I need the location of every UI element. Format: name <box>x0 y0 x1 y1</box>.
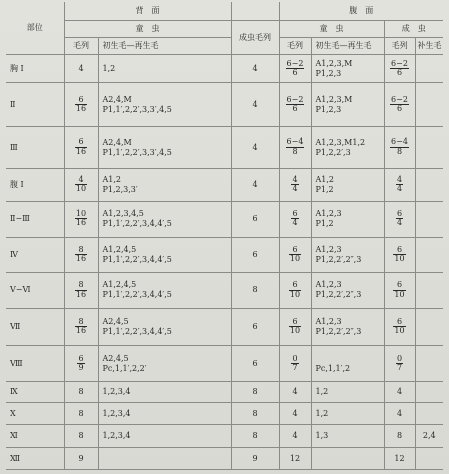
header-blank <box>231 2 279 21</box>
header-row-mid <box>6 21 443 38</box>
ventral-rows-cell <box>279 168 311 201</box>
setae-line: 1,3 <box>315 431 329 441</box>
header-dorsal: 背 面 <box>64 2 231 21</box>
ventral-rows-numerator: 6−4 <box>286 137 304 147</box>
setae-line: A1,2,3 <box>315 209 342 219</box>
adult-rows-cell: 4 <box>231 55 279 83</box>
setae-line: A1,2,3 <box>315 280 342 290</box>
header-dorsal-setae: 初生毛—再生毛 <box>98 38 231 55</box>
dorsal-setae-cell <box>98 382 231 403</box>
ventral-rows-cell <box>279 83 311 127</box>
segment-cell: Ⅸ <box>6 382 64 403</box>
setae-line: P1,2,2′,2″,3 <box>315 290 362 300</box>
ventral-rows-cell: 4 <box>279 403 311 425</box>
supplementary-cell <box>415 382 443 403</box>
ventral-rows-fraction <box>286 96 305 114</box>
adult-ventral-rows-cell: 12 <box>384 448 415 470</box>
dorsal-rows-denominator: 16 <box>75 254 87 264</box>
setae-line: P1,2,2′,3 <box>315 147 351 157</box>
ventral-rows-numerator: 6−2 <box>286 94 304 104</box>
dorsal-setae-cell <box>98 55 231 83</box>
ventral-rows-fraction <box>289 318 301 336</box>
ventral-setae-cell <box>311 382 384 403</box>
dorsal-rows-numerator: 4 <box>75 176 87 185</box>
segment-cell: Ⅱ <box>6 83 64 127</box>
ventral-rows-cell: 4 <box>279 382 311 403</box>
ventral-rows-numerator: 6 <box>289 281 301 290</box>
adult-ventral-rows-denominator: 6 <box>396 104 403 114</box>
setae-line <box>103 454 229 464</box>
setae-line: A1,2,3,M <box>315 58 353 68</box>
dorsal-rows-fraction <box>75 246 87 264</box>
setae-line: P1,2,3 <box>315 68 342 78</box>
dorsal-rows-numerator: 6 <box>75 96 87 105</box>
ventral-setae-cell <box>311 201 384 237</box>
adult-ventral-rows-fraction <box>393 246 405 264</box>
ventral-rows-numerator: 6 <box>292 209 298 219</box>
adult-ventral-rows-denominator: 10 <box>394 326 405 336</box>
setae-line: A1,2,3,M <box>315 94 353 104</box>
header-ventral-setae: 初生毛—再生毛 <box>311 38 384 55</box>
adult-ventral-rows-numerator: 6 <box>393 281 405 290</box>
table-row <box>6 55 443 83</box>
ventral-setae-cell <box>311 448 384 470</box>
dorsal-setae-cell <box>98 425 231 448</box>
adult-ventral-rows-denominator: 6 <box>396 67 403 77</box>
adult-ventral-rows-denominator: 4 <box>396 218 403 228</box>
supplementary-cell <box>415 201 443 237</box>
adult-ventral-rows-numerator: 0 <box>396 353 403 363</box>
adult-ventral-rows-fraction <box>396 210 403 228</box>
segment-cell: Ⅹ <box>6 403 64 425</box>
adult-ventral-rows-cell <box>384 168 415 201</box>
header-ventral: 腹 面 <box>279 2 443 21</box>
ventral-setae-cell <box>311 403 384 425</box>
setae-line: A1,2,3,4,5 <box>102 209 144 219</box>
header-larva-dorsal: 童 虫 <box>64 21 231 38</box>
setae-line: 1,2,3,4 <box>102 387 131 397</box>
adult-rows-cell: 4 <box>231 83 279 127</box>
setae-line <box>316 454 382 464</box>
supplementary-cell <box>415 83 443 127</box>
setae-line: A2,4,M <box>102 94 132 104</box>
dorsal-rows-cell <box>64 168 98 201</box>
dorsal-rows-numerator: 8 <box>75 281 87 290</box>
adult-ventral-rows-cell: 4 <box>384 382 415 403</box>
ventral-rows-denominator: 10 <box>289 289 301 299</box>
header-adult-v-rows: 毛列 <box>384 38 415 55</box>
ventral-setae-cell <box>311 168 384 201</box>
header-row-top <box>6 2 443 21</box>
dorsal-setae-cell <box>98 237 231 272</box>
ventral-rows-cell <box>279 55 311 83</box>
dorsal-rows-numerator: 8 <box>75 246 87 255</box>
setae-line: P1,2,3,3′ <box>102 184 138 194</box>
dorsal-rows-cell <box>64 83 98 127</box>
supplementary-cell <box>415 272 443 308</box>
segment-cell: Ⅻ <box>6 448 64 470</box>
ventral-rows-cell <box>279 201 311 237</box>
adult-ventral-rows-cell <box>384 127 415 169</box>
ventral-rows-fraction <box>289 281 301 299</box>
adult-rows-cell: 4 <box>231 168 279 201</box>
ventral-rows-fraction <box>291 176 298 194</box>
chaetotaxy-table <box>6 2 443 470</box>
dorsal-setae-cell <box>98 448 231 470</box>
adult-ventral-rows-denominator: 8 <box>396 146 403 156</box>
adult-ventral-rows-numerator: 6 <box>396 209 403 219</box>
supplementary-cell: 2,4 <box>415 425 443 448</box>
ventral-rows-cell <box>279 127 311 169</box>
setae-line: Pc,1,1′,2,2′ <box>102 363 147 373</box>
adult-ventral-rows-cell <box>384 201 415 237</box>
setae-line: A2,4,5 <box>102 317 129 327</box>
ventral-setae-cell <box>311 272 384 308</box>
ventral-setae-cell <box>311 425 384 448</box>
adult-rows-cell: 9 <box>231 448 279 470</box>
dorsal-setae-cell <box>98 272 231 308</box>
dorsal-rows-cell <box>64 272 98 308</box>
adult-ventral-rows-cell <box>384 237 415 272</box>
setae-line: A1,2 <box>315 174 334 184</box>
table-row <box>6 403 443 425</box>
setae-line: P1,2,3 <box>315 104 342 114</box>
setae-line: P1,2 <box>315 184 334 194</box>
setae-line: P1,2 <box>315 219 334 229</box>
supplementary-cell <box>415 237 443 272</box>
segment-cell: Ⅴ−Ⅵ <box>6 272 64 308</box>
adult-rows-cell: 8 <box>231 272 279 308</box>
ventral-setae-cell <box>311 309 384 346</box>
ventral-rows-cell <box>279 309 311 346</box>
ventral-setae-cell <box>311 346 384 382</box>
supplementary-cell <box>415 55 443 83</box>
setae-line: P1,1′,2,2′,3,4,4′,5 <box>102 254 172 264</box>
dorsal-rows-denominator: 16 <box>75 326 87 336</box>
header-adult-rows: 成虫毛列 <box>231 21 279 55</box>
table-row <box>6 346 443 382</box>
supplementary-cell <box>415 127 443 169</box>
segment-cell: Ⅺ <box>6 425 64 448</box>
ventral-rows-numerator: 6 <box>289 246 301 255</box>
ventral-rows-cell <box>279 272 311 308</box>
dorsal-rows-cell: 9 <box>64 448 98 470</box>
adult-ventral-rows-fraction <box>390 96 409 114</box>
table-row <box>6 272 443 308</box>
adult-rows-cell: 8 <box>231 425 279 448</box>
setae-line: P1,1′,2,2′,3,4,4′,5 <box>102 219 172 229</box>
adult-ventral-rows-cell <box>384 83 415 127</box>
segment-cell: Ⅲ <box>6 127 64 169</box>
table-row <box>6 309 443 346</box>
dorsal-rows-cell <box>64 346 98 382</box>
ventral-setae-cell <box>311 237 384 272</box>
ventral-rows-fraction <box>289 246 301 264</box>
ventral-rows-numerator: 4 <box>292 174 298 184</box>
setae-line: P1,1′,2,2′,3,4,4′,5 <box>102 290 172 300</box>
dorsal-rows-numerator: 6 <box>75 138 87 147</box>
adult-ventral-rows-cell <box>384 55 415 83</box>
adult-ventral-rows-numerator: 6 <box>393 246 405 255</box>
adult-ventral-rows-numerator: 6−4 <box>391 137 408 147</box>
setae-line: 1,2,3,4 <box>102 431 131 441</box>
adult-ventral-rows-cell <box>384 309 415 346</box>
table-row <box>6 83 443 127</box>
header-row-sub <box>6 38 443 55</box>
adult-ventral-rows-numerator: 6 <box>393 318 405 327</box>
setae-line: 1,2,3,4 <box>102 408 131 418</box>
ventral-setae-cell <box>311 127 384 169</box>
setae-line: P1,1′,2,2′,3,3′,4,5 <box>102 104 172 114</box>
dorsal-rows-denominator: 10 <box>75 183 87 193</box>
adult-ventral-rows-numerator: 6−2 <box>391 94 408 104</box>
ventral-rows-fraction <box>291 210 298 228</box>
setae-line: 1,2 <box>102 63 116 73</box>
ventral-rows-fraction <box>286 60 305 78</box>
ventral-rows-fraction <box>291 355 298 373</box>
ventral-rows-denominator: 10 <box>289 254 301 264</box>
dorsal-setae-cell <box>98 309 231 346</box>
dorsal-setae-cell <box>98 201 231 237</box>
dorsal-rows-fraction <box>75 138 87 156</box>
header-supplementary: 补生毛 <box>415 38 443 55</box>
ventral-rows-numerator: 6 <box>289 318 301 327</box>
adult-ventral-rows-cell <box>384 346 415 382</box>
setae-line: A2,4,M <box>102 137 132 147</box>
supplementary-cell <box>415 403 443 425</box>
supplementary-cell <box>415 346 443 382</box>
dorsal-setae-cell <box>98 403 231 425</box>
ventral-rows-denominator: 7 <box>292 362 298 372</box>
dorsal-setae-cell <box>98 168 231 201</box>
adult-rows-cell: 6 <box>231 346 279 382</box>
header-ventral-rows: 毛列 <box>279 38 311 55</box>
dorsal-rows-fraction <box>75 176 87 194</box>
header-dorsal-rows: 毛列 <box>64 38 98 55</box>
adult-rows-cell: 6 <box>231 309 279 346</box>
header-segment: 部位 <box>6 2 64 55</box>
dorsal-setae-cell <box>98 83 231 127</box>
dorsal-rows-fraction <box>75 281 87 299</box>
setae-line: 1,2 <box>315 387 329 397</box>
ventral-rows-cell: 4 <box>279 425 311 448</box>
setae-line: A1,2,4,5 <box>102 280 137 290</box>
ventral-rows-cell <box>279 237 311 272</box>
segment-cell: Ⅶ <box>6 309 64 346</box>
dorsal-setae-cell <box>98 127 231 169</box>
dorsal-rows-denominator: 16 <box>75 289 87 299</box>
adult-ventral-rows-denominator: 7 <box>396 362 403 372</box>
segment-cell: 腹 Ⅰ <box>6 168 64 201</box>
setae-line: A1,2 <box>102 174 121 184</box>
adult-ventral-rows-cell: 8 <box>384 425 415 448</box>
ventral-rows-denominator: 10 <box>289 326 301 336</box>
header-larva-ventral: 童 虫 <box>279 21 384 38</box>
ventral-rows-denominator: 6 <box>292 104 298 114</box>
dorsal-rows-cell <box>64 127 98 169</box>
setae-line: A1,2,3 <box>315 317 342 327</box>
ventral-setae-cell <box>311 55 384 83</box>
setae-line: A1,2,4,5 <box>102 244 137 254</box>
adult-rows-cell: 8 <box>231 382 279 403</box>
dorsal-rows-cell: 8 <box>64 382 98 403</box>
adult-rows-cell: 8 <box>231 403 279 425</box>
adult-ventral-rows-fraction <box>396 355 403 373</box>
supplementary-cell <box>415 168 443 201</box>
table-row <box>6 201 443 237</box>
table-body <box>6 55 443 470</box>
setae-line: A1,2,3 <box>315 244 342 254</box>
ventral-rows-denominator: 4 <box>292 218 298 228</box>
segment-cell: Ⅳ <box>6 237 64 272</box>
ventral-rows-denominator: 8 <box>292 146 298 156</box>
adult-rows-cell: 6 <box>231 201 279 237</box>
ventral-rows-cell <box>279 346 311 382</box>
adult-ventral-rows-denominator: 10 <box>394 289 405 299</box>
table-row <box>6 382 443 403</box>
adult-ventral-rows-fraction <box>390 138 409 156</box>
segment-cell: 胸 Ⅰ <box>6 55 64 83</box>
adult-rows-cell: 4 <box>231 127 279 169</box>
dorsal-rows-cell <box>64 201 98 237</box>
dorsal-setae-cell <box>98 346 231 382</box>
adult-ventral-rows-fraction <box>390 60 409 78</box>
ventral-rows-fraction <box>286 138 305 156</box>
setae-line: A1,2,3,M1,2 <box>315 137 366 147</box>
dorsal-rows-cell <box>64 237 98 272</box>
segment-cell: Ⅱ−Ⅲ <box>6 201 64 237</box>
table-row <box>6 237 443 272</box>
adult-ventral-rows-fraction <box>393 318 405 336</box>
setae-line: 1,2 <box>315 408 329 418</box>
table-row <box>6 127 443 169</box>
dorsal-rows-fraction <box>75 210 87 228</box>
dorsal-rows-fraction <box>75 96 87 114</box>
table-row <box>6 448 443 470</box>
dorsal-rows-cell: 4 <box>64 55 98 83</box>
dorsal-rows-numerator: 8 <box>75 318 87 327</box>
ventral-rows-numerator: 0 <box>292 353 298 363</box>
header-adult-ventral: 成 虫 <box>384 21 443 38</box>
dorsal-rows-cell: 8 <box>64 425 98 448</box>
dorsal-rows-fraction <box>75 318 87 336</box>
segment-cell: Ⅷ <box>6 346 64 382</box>
setae-line: P1,2,2′,2″,3 <box>315 327 362 337</box>
ventral-setae-cell <box>311 83 384 127</box>
dorsal-rows-denominator: 9 <box>78 362 84 372</box>
supplementary-cell <box>415 309 443 346</box>
dorsal-rows-numerator: 10 <box>75 209 87 219</box>
ventral-rows-numerator: 6−2 <box>286 58 304 68</box>
adult-ventral-rows-cell: 4 <box>384 403 415 425</box>
dorsal-rows-fraction <box>77 355 84 373</box>
dorsal-rows-cell <box>64 309 98 346</box>
adult-ventral-rows-fraction <box>396 176 403 194</box>
adult-rows-cell: 6 <box>231 237 279 272</box>
adult-ventral-rows-fraction <box>393 281 405 299</box>
setae-line: A2,4,5 <box>102 353 129 363</box>
dorsal-rows-denominator: 16 <box>75 218 87 228</box>
dorsal-rows-numerator: 6 <box>78 353 84 363</box>
adult-ventral-rows-denominator: 10 <box>394 254 405 264</box>
setae-line: P1,2,2′,2″,3 <box>315 254 362 264</box>
setae-line: P1,1′,2,2′,3,4,4′,5 <box>102 327 172 337</box>
setae-line: Pc,1,1′,2 <box>315 363 351 373</box>
setae-line: P1,1′,2,2′,3,3′,4,5 <box>102 147 172 157</box>
table-row <box>6 168 443 201</box>
setae-line <box>316 354 382 364</box>
adult-ventral-rows-numerator: 6−2 <box>391 58 408 68</box>
dorsal-rows-denominator: 16 <box>75 104 87 114</box>
adult-ventral-rows-numerator: 4 <box>396 174 403 184</box>
adult-ventral-rows-denominator: 4 <box>396 183 403 193</box>
adult-ventral-rows-cell <box>384 272 415 308</box>
table-row <box>6 425 443 448</box>
ventral-rows-denominator: 6 <box>292 67 298 77</box>
dorsal-rows-denominator: 16 <box>75 146 87 156</box>
supplementary-cell <box>415 448 443 470</box>
ventral-rows-cell: 12 <box>279 448 311 470</box>
ventral-rows-denominator: 4 <box>292 183 298 193</box>
dorsal-rows-cell: 8 <box>64 403 98 425</box>
